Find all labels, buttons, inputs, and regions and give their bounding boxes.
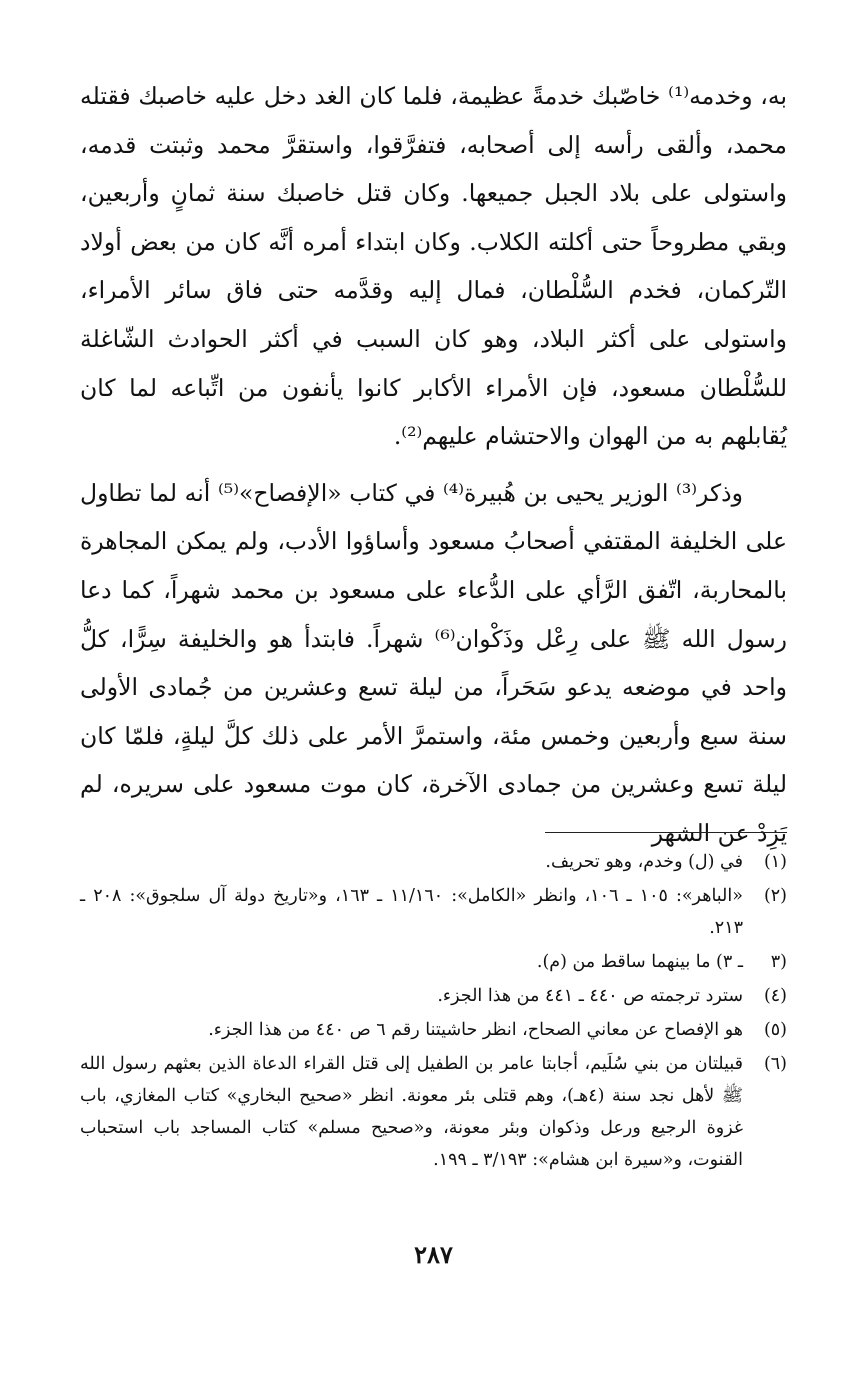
footnote-text: في (ل) وخدم، وهو تحريف. bbox=[545, 852, 743, 872]
footnote-5 bbox=[80, 1014, 787, 1046]
footnote-number: (٦) bbox=[763, 1054, 787, 1074]
main-text bbox=[80, 72, 787, 858]
footnote-text: هو الإفصاح عن معاني الصحاح، انظر حاشيتنا رقم ٦ ص ٤٤٠ من هذا الجزء. bbox=[208, 1020, 743, 1040]
footnote-text: قبيلتان من بني سُلَيم، أجابتا عامر بن الطفيل إلى قتل القراء الدعاة الذين بعثهم رسول الله ﷺ لأهل نجد سنة (٤هـ)، وهم قتلى بئر معونة. انظر «صحيح البخاري» كتاب المغازي، باب غزوة الرجيع ورعل وذكوان وبئر معونة، و«صحيح مسلم» كتاب المساجد باب استحباب القنوت، و«سيرة ابن هشام»: ٣/١٩٣ ـ ١٩٩. bbox=[80, 1054, 743, 1170]
footnote-number: (٣ bbox=[770, 952, 787, 972]
footnote-text: «الباهر»: ١٠٥ ـ ١٠٦، وانظر «الكامل»: ١١/١٦٠ ـ ١٦٣، و«تاريخ دولة آل سلجوق»: ٢٠٨ ـ ٢١٣. bbox=[80, 886, 743, 938]
footnote-4 bbox=[80, 980, 787, 1012]
footnote-6 bbox=[80, 1048, 787, 1176]
footnote-separator bbox=[545, 832, 787, 833]
footnote-3 bbox=[80, 946, 787, 978]
footnote-1 bbox=[80, 846, 787, 878]
footnote-number: (٥) bbox=[763, 1020, 787, 1040]
footnote-number: (٢) bbox=[763, 886, 787, 906]
footnotes bbox=[80, 846, 787, 1178]
paragraph-1: به، وخدمه⁽¹⁾ خاصّبك خدمةً عظيمة، فلما كان الغد دخل عليه خاصبك فقتله محمد، وألقى رأسه إلى أصحابه، فتفرَّقوا، واستقرَّ محمد وثبتت قدمه، واستولى على بلاد الجبل جميعها. وكان قتل خاصبك سنة ثمانٍ وأربعين، وبقي مطروحاً حتى أكلته الكلاب. وكان ابتداء أمره أنَّه كان من بعض أولاد التّركمان، فخدم السُّلْطان، فمال إليه وقدَّمه حتى فاق سائر الأمراء، واستولى على أكثر البلاد، وهو كان السبب في أكثر الحوادث الشّاغلة للسُّلْطان مسعود، فإن الأمراء الأكابر كانوا يأنفون من اتِّباعه لما كان يُقابلهم به من الهوان والاحتشام عليهم⁽²⁾. bbox=[80, 82, 787, 451]
footnote-number: (٤) bbox=[763, 986, 787, 1006]
footnote-text: ـ ٣) ما بينهما ساقط من (م). bbox=[536, 952, 743, 972]
footnote-2 bbox=[80, 880, 787, 944]
paragraph-2: وذكر⁽³⁾ الوزير يحيى بن هُبيرة⁽⁴⁾ في كتاب «الإفصاح»⁽⁵⁾ أنه لما تطاول على الخليفة المقتفي أصحابُ مسعود وأساؤوا الأدب، ولم يمكن المجاهرة بالمحاربة، اتّفق الرَّأي على الدُّعاء على مسعود بن محمد شهراً، كما دعا رسول الله ﷺ على رِعْل وذَكْوان⁽⁶⁾ شهراً. فابتدأ هو والخليفة سِرًّا، كلُّ واحد في موضعه يدعو سَحَراً، من ليلة تسع وعشرين من جُمادى الأولى سنة سبع وأربعين وخمس مئة، واستمرَّ الأمر على ذلك كلَّ ليلةٍ، فلمّا كان ليلة تسع وعشرين من جمادى الآخرة، كان موت مسعود على سريره، لم يَزِدْ عن الشهر bbox=[80, 478, 787, 847]
footnote-number: (١) bbox=[763, 852, 787, 872]
footnote-text: سترد ترجمته ص ٤٤٠ ـ ٤٤١ من هذا الجزء. bbox=[437, 986, 743, 1006]
page-number: ٢٨٧ bbox=[414, 1240, 453, 1269]
